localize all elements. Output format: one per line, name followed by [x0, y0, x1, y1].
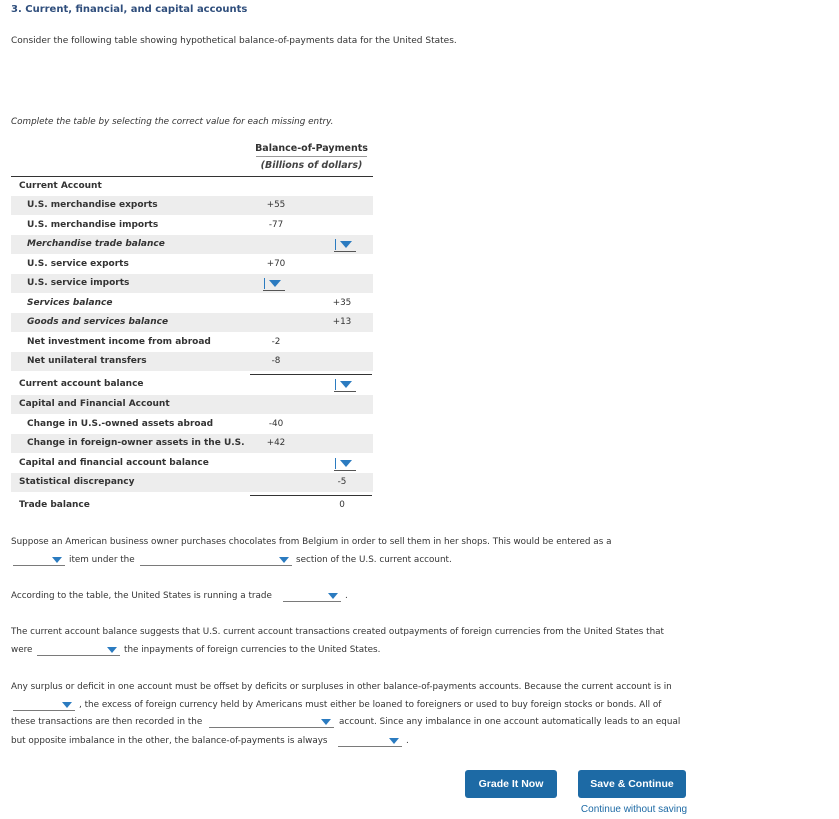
row-total — [311, 477, 373, 487]
row-label: Net unilateral transfers — [27, 356, 147, 366]
row-value: -2 — [271, 337, 281, 347]
row-label: Merchandise trade balance — [27, 239, 165, 249]
question-4-text-e: but opposite imbalance in the other, the balance-of-payments is always — [11, 736, 328, 746]
q1-section-dropdown[interactable] — [140, 554, 292, 566]
dropdown-bar — [264, 278, 265, 289]
continue-without-saving-link[interactable]: Continue without saving — [580, 804, 688, 815]
table-row — [11, 473, 373, 492]
row-value: -8 — [271, 356, 281, 366]
row-label: Capital and Financial Account — [19, 399, 170, 409]
q2-trade-dropdown[interactable] — [283, 590, 341, 602]
table-row — [11, 216, 373, 235]
merchandise-trade-balance-dropdown[interactable] — [334, 237, 356, 252]
page-title: 3. Current, financial, and capital accounts — [11, 4, 248, 15]
table-row — [11, 454, 373, 473]
row-total — [311, 317, 373, 327]
row-value: +55 — [266, 200, 286, 210]
row-value: +42 — [266, 438, 286, 448]
dropdown-bar — [335, 458, 336, 469]
row-total — [311, 500, 373, 510]
table-row — [11, 313, 373, 332]
row-label: Net investment income from abroad — [27, 337, 211, 347]
chevron-down-icon — [269, 280, 281, 287]
chevron-down-icon — [389, 738, 399, 744]
instruction-text: Complete the table by selecting the correct value for each missing entry. — [11, 117, 334, 127]
dropdown-bar — [335, 239, 336, 250]
table-row — [11, 196, 373, 215]
row-total — [311, 298, 373, 308]
row-label: Capital and financial account balance — [19, 458, 209, 468]
dropdown-bar — [335, 379, 336, 390]
row-total-value: +35 — [332, 298, 352, 308]
table-row — [11, 235, 373, 254]
table-row — [11, 395, 373, 414]
table-row — [11, 333, 373, 352]
capital-financial-balance-dropdown[interactable] — [334, 456, 356, 471]
row-label: Current account balance — [19, 379, 144, 389]
question-1-text-b: item under the — [69, 555, 135, 565]
chevron-down-icon — [52, 557, 62, 563]
question-4-text-c: these transactions are then recorded in the — [11, 717, 203, 727]
q1-entry-type-dropdown[interactable] — [13, 554, 65, 566]
chevron-down-icon — [321, 719, 331, 725]
chevron-down-icon — [340, 381, 352, 388]
row-label: Goods and services balance — [27, 317, 169, 327]
table-row — [11, 496, 373, 515]
question-2-period: . — [345, 591, 348, 601]
intro-text: Consider the following table showing hypothetical balance-of-payments data for the United States. — [11, 36, 457, 46]
row-label: Current Account — [19, 181, 102, 191]
question-3-text-b: were — [11, 645, 33, 655]
current-account-balance-dropdown[interactable] — [334, 377, 356, 392]
table-row — [11, 274, 373, 293]
chevron-down-icon — [328, 593, 338, 599]
question-4-text-d: account. Since any imbalance in one account automatically leads to an equal — [339, 717, 681, 727]
column-header: Balance-of-Payments — [255, 143, 368, 154]
row-total-value: -5 — [337, 477, 347, 487]
row-total-value: 0 — [339, 500, 345, 510]
question-3-text: The current account balance suggests that U.S. current account transactions created outpayments of foreign currencies from the United States that — [11, 627, 664, 637]
column-header-underline — [256, 156, 367, 157]
chevron-down-icon — [107, 647, 117, 653]
column-subheader: (Billions of dollars) — [260, 160, 363, 171]
row-value: +70 — [266, 259, 286, 269]
row-label: Change in foreign-owner assets in the U.S. — [27, 438, 245, 448]
question-1-text-c: section of the U.S. current account. — [296, 555, 452, 565]
question-2-text: According to the table, the United States is running a trade — [11, 591, 272, 601]
row-label: Statistical discrepancy — [19, 477, 135, 487]
question-4-text-b: , the excess of foreign currency held by Americans must either be loaned to foreigners or used to buy foreign stocks or bonds. All of — [79, 700, 662, 710]
table-row — [11, 375, 373, 394]
question-3-text-c: the inpayments of foreign currencies to the United States. — [124, 645, 381, 655]
row-label: Trade balance — [19, 500, 90, 510]
table-row — [11, 352, 373, 371]
q4-balance-dropdown[interactable] — [338, 735, 402, 747]
row-label: Services balance — [27, 298, 113, 308]
question-4-period: . — [406, 736, 409, 746]
service-imports-dropdown[interactable] — [263, 276, 285, 291]
table-row — [11, 255, 373, 274]
row-label: U.S. merchandise exports — [27, 200, 158, 210]
table-row — [11, 434, 373, 453]
question-1-text: Suppose an American business owner purchases chocolates from Belgium in order to sell them in her shops. This would be entered as a — [11, 537, 612, 547]
chevron-down-icon — [340, 241, 352, 248]
table-row — [11, 294, 373, 313]
q3-comparison-dropdown[interactable] — [37, 644, 120, 656]
row-label: U.S. service imports — [27, 278, 130, 288]
chevron-down-icon — [62, 702, 72, 708]
question-4-text: Any surplus or deficit in one account must be offset by deficits or surpluses in other balance-of-payments accounts. Because the current account is in — [11, 682, 672, 692]
row-value: -77 — [268, 220, 284, 230]
q4-account-dropdown[interactable] — [209, 716, 334, 728]
grade-it-now-button[interactable]: Grade It Now — [465, 770, 557, 798]
row-label: U.S. merchandise imports — [27, 220, 159, 230]
chevron-down-icon — [340, 460, 352, 467]
row-total-value: +13 — [332, 317, 352, 327]
row-value: -40 — [268, 419, 284, 429]
q4-surplus-deficit-dropdown[interactable] — [13, 699, 75, 711]
table-row — [11, 177, 373, 196]
row-label: U.S. service exports — [27, 259, 129, 269]
table-row — [11, 415, 373, 434]
row-label: Change in U.S.-owned assets abroad — [27, 419, 214, 429]
save-continue-button[interactable]: Save & Continue — [578, 770, 686, 798]
chevron-down-icon — [279, 557, 289, 563]
